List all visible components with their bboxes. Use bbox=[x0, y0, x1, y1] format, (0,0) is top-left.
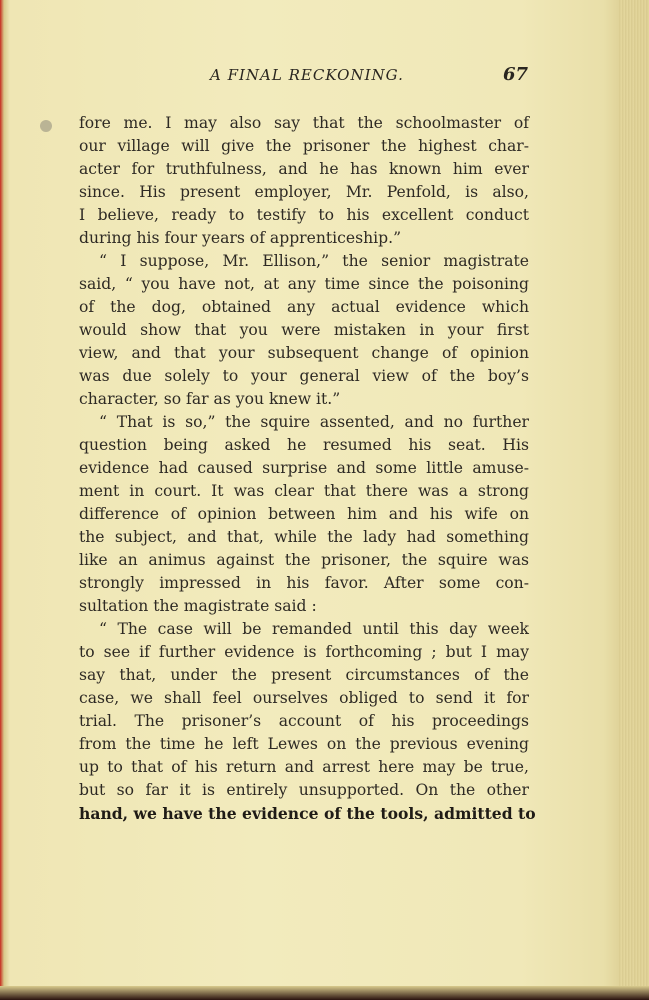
text-line: case, we shall feel ourselves obliged to send it for bbox=[79, 689, 529, 707]
text-line: I believe, ready to testify to his excellent conduct bbox=[79, 206, 529, 224]
text-line: of the dog, obtained any actual evidence which bbox=[79, 298, 529, 316]
text-line: acter for truthfulness, and he has known him ever bbox=[79, 160, 529, 178]
text-line: question being asked he resumed his seat. His bbox=[79, 436, 529, 454]
page-bottom-edge bbox=[0, 986, 649, 1000]
text-line: said, “ you have not, at any time since the poisoning bbox=[79, 275, 529, 293]
running-title: A FINAL RECKONING. bbox=[210, 66, 404, 84]
text-line: but so far it is entirely unsupported. On the other bbox=[79, 781, 529, 799]
text-line: trial. The prisoner’s account of his proceedings bbox=[79, 712, 529, 730]
page-number: 67 bbox=[502, 64, 528, 85]
text-line: up to that of his return and arrest here may be true, bbox=[79, 758, 529, 776]
text-line: during his four years of apprenticeship.” bbox=[79, 229, 402, 247]
body-text bbox=[79, 112, 536, 825]
text-line: “ That is so,” the squire assented, and no further bbox=[99, 413, 529, 431]
text-line: the subject, and that, while the lady had something bbox=[79, 528, 529, 546]
text-line: our village will give the prisoner the highest char- bbox=[79, 137, 529, 155]
page-header bbox=[80, 64, 530, 90]
text-line: difference of opinion between him and his wife on bbox=[79, 505, 529, 523]
text-line: sultation the magistrate said : bbox=[79, 597, 317, 615]
text-line: character, so far as you knew it.” bbox=[79, 390, 341, 408]
text-line: to see if further evidence is forthcoming ; but I may bbox=[79, 643, 529, 661]
text-line: was due solely to your general view of the boy’s bbox=[79, 367, 529, 385]
text-line: from the time he left Lewes on the previous evening bbox=[79, 735, 529, 753]
text-line: say that, under the present circumstances of the bbox=[79, 666, 529, 684]
text-line: would show that you were mistaken in your first bbox=[79, 321, 529, 339]
page-edges bbox=[619, 0, 649, 1000]
text-line: view, and that your subsequent change of opinion bbox=[79, 344, 529, 362]
text-line: evidence had caused surprise and some little amuse- bbox=[79, 459, 529, 477]
text-line: fore me. I may also say that the schoolmaster of bbox=[79, 114, 529, 132]
text-line: “ The case will be remanded until this day week bbox=[99, 620, 529, 638]
text-line: strongly impressed in his favor. After some con- bbox=[79, 574, 529, 592]
text-line: like an animus against the prisoner, the squire was bbox=[79, 551, 529, 569]
text-line: since. His present employer, Mr. Penfold, is also, bbox=[79, 183, 529, 201]
text-line: hand, we have the evidence of the tools, admitted to bbox=[79, 804, 536, 823]
text-line: “ I suppose, Mr. Ellison,” the senior magistrate bbox=[99, 252, 529, 270]
paper-blemish bbox=[40, 120, 52, 132]
text-line: ment in court. It was clear that there was a strong bbox=[79, 482, 529, 500]
